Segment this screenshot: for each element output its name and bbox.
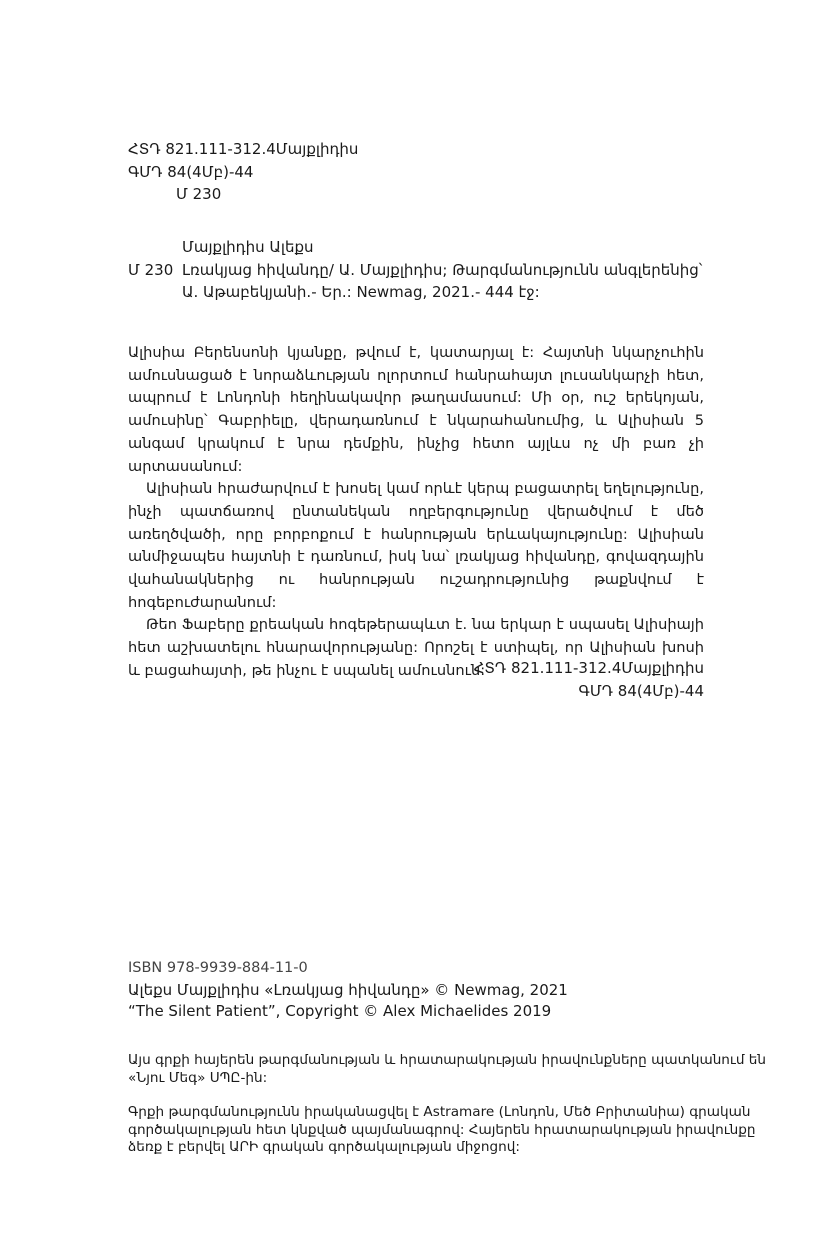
bibliographic-record [128, 236, 702, 304]
copyright-armenian: Ալեքս Մայքլիդիս «Լռակյաց հիվանդը» © Newmag, 2021 [128, 980, 568, 999]
rights-notice [128, 1052, 778, 1174]
classification-codes-right [404, 657, 704, 702]
lbc-code: ԳՄԴ 84(4Մբ)-44 [128, 162, 254, 181]
isbn-copyright-block [128, 958, 568, 1023]
annotation-paragraph: Ալիսիա Բերենսոնի կյանքը, թվում է, կատարյալ է: Հայտնի նկարչուհին ամուսնացած է նորաձևության ոլորտում հանրահայտ լուսանկարչի հետ, ապրում է Լոնդոնի հեղինակավոր թաղամասում: Մի օր, ուշ երեկոյան, ամուսինը՝ Գաբրիելը, վերադառնում է նկարահանումից, և Ալիսիան 5 անգամ կրակում է նրա դեմքին, ինչից հետո այլևս ոչ մի բառ չի արտասանում: [128, 344, 704, 475]
lbc-code: ԳՄԴ 84(4Մբ)-44 [578, 681, 704, 700]
annotation [128, 342, 704, 683]
rights-paragraph: Այս գրքի հայերեն թարգմանության և հրատարակության իրավունքները պատկանում են «Նյու Մեգ» ՍՊԸ-ին: [128, 1052, 766, 1086]
record-author: Մայքլիդիս Ալեքս [182, 238, 314, 256]
rights-paragraph: Գրքի թարգմանությունն իրականացվել է Astramare (Լոնդոն, Մեծ Բրիտանիա) գրական գործակալության հետ կնքված պայմանագրով: Հայերեն հրատարակության իրավունքը ձեռք է բերվել ԱՐԻ գրական գործակալության միջոցով: [128, 1104, 756, 1156]
udc-code: ՀՏԴ 821.111-312.4Մայքլիդիս [473, 659, 704, 677]
record-publication-line: Ա. Աթաբեկյանի.- Եր.: Newmag, 2021.- 444 էջ: [182, 283, 540, 301]
udc-code: ՀՏԴ 821.111-312.4Մայքլիդիս [128, 140, 359, 158]
record-mark: Մ 230 [128, 260, 174, 279]
classification-codes [128, 138, 358, 206]
copyright-original: “The Silent Patient”, Copyright © Alex Michaelides 2019 [128, 1002, 552, 1020]
record-title-line: Լռակյաց հիվանդը/ Ա. Մայքլիդիս; Թարգմանությունն անգլերենից՝ [182, 260, 703, 279]
annotation-paragraph: Ալիսիան հրաժարվում է խոսել կամ որևէ կերպ բացատրել եղելությունը, ինչի պատճառով ընտանեկան ողբերգությունը վերածվում է մեծ առեղծվածի, որը բորբոքում է հանրության երևակայությունը: Ալիսիան անմիջապես հայտնի է դառնում, իսկ նա՝ լռակյաց հիվանդը, գովազդային վահանակներից ու հանրության ուշադրությունից թաքնվում է հոգեբուժարանում: [128, 480, 704, 611]
isbn-number: ISBN 978-9939-884-11-0 [128, 960, 308, 976]
author-mark: Մ 230 [176, 185, 222, 203]
annotation-paragraph: Թեո Ֆաբերը քրեական հոգեթերապևտ է. նա երկար է սպասել Ալիսիայի հետ աշխատելու հնարավորությանը: Որոշել է ստիպել, որ Ալիսիան խոսի և բացահայտի, թե ինչու է սպանել ամուսնուն: [128, 616, 704, 679]
